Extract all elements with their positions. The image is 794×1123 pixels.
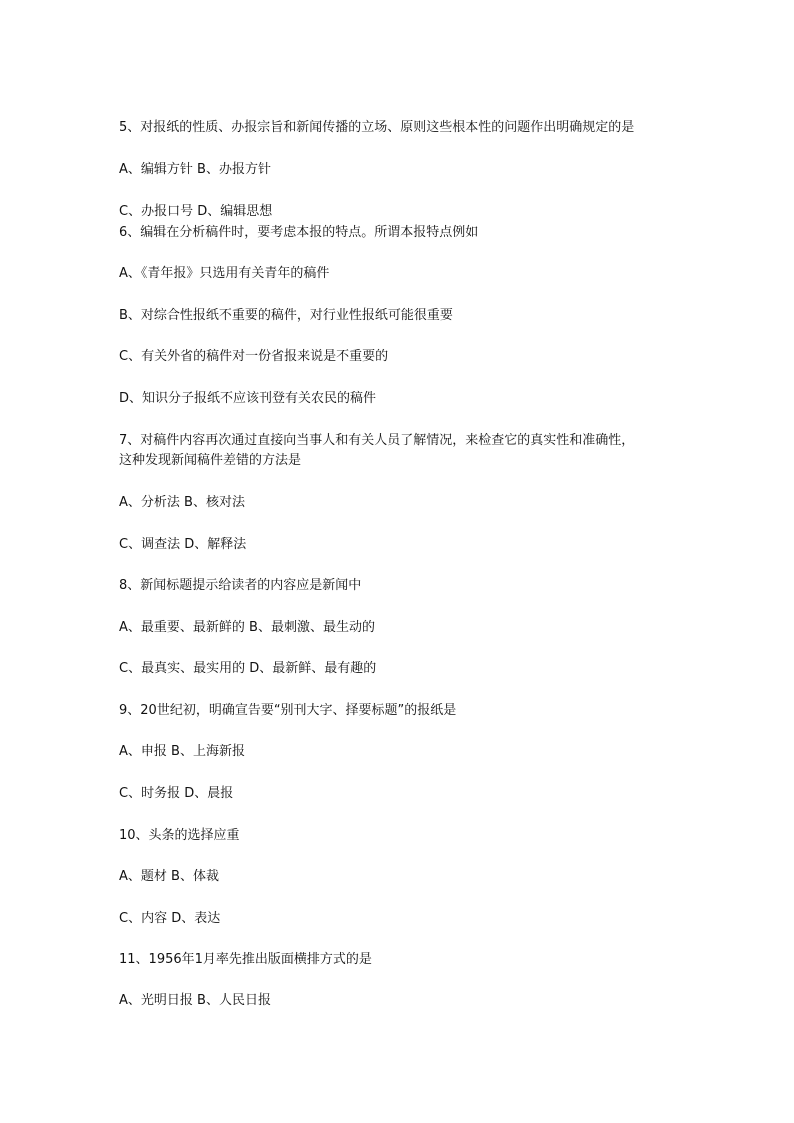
question-10-options-cd: C、内容 D、表达 — [119, 911, 221, 926]
question-9-options-ab: A、申报 B、上海新报 — [119, 744, 245, 759]
question-6-option-b: B、对综合性报纸不重要的稿件，对行业性报纸可能很重要 — [119, 308, 453, 323]
question-6-text: 6、编辑在分析稿件时，要考虑本报的特点。所谓本报特点例如 — [119, 225, 479, 240]
question-8-options-ab: A、最重要、最新鲜的 B、最刺激、最生动的 — [119, 620, 375, 635]
question-6-option-c: C、有关外省的稿件对一份省报来说是不重要的 — [119, 349, 389, 364]
question-5-text: 5、对报纸的性质、办报宗旨和新闻传播的立场、原则这些根本性的问题作出明确规定的是 — [119, 120, 635, 135]
question-9-text: 9、20世纪初，明确宣告要“别刊大字、择要标题”的报纸是 — [119, 703, 457, 718]
question-9-options-cd: C、时务报 D、晨报 — [119, 786, 234, 801]
question-7-options-cd: C、调查法 D、解释法 — [119, 537, 247, 552]
question-10-options-ab: A、题材 B、体裁 — [119, 869, 219, 884]
question-11-options-ab: A、光明日报 B、人民日报 — [119, 993, 271, 1008]
question-10-text: 10、头条的选择应重 — [119, 828, 240, 843]
question-8-text: 8、新闻标题提示给读者的内容应是新闻中 — [119, 578, 362, 593]
question-7-text-line2: 这种发现新闻稿件差错的方法是 — [119, 453, 302, 468]
question-8-options-cd: C、最真实、最实用的 D、最新鲜、最有趣的 — [119, 661, 377, 676]
question-11-text: 11、1956年1月率先推出版面横排方式的是 — [119, 952, 372, 967]
question-7-text-line1: 7、对稿件内容再次通过直接向当事人和有关人员了解情况，来检查它的真实性和准确性， — [119, 433, 635, 448]
question-7-options-ab: A、分析法 B、核对法 — [119, 495, 245, 510]
question-6-option-a: A、《青年报》只选用有关青年的稿件 — [119, 266, 330, 281]
question-6-option-d: D、知识分子报纸不应该刊登有关农民的稿件 — [119, 391, 377, 406]
question-5-options-ab: A、编辑方针 B、办报方针 — [119, 162, 271, 177]
question-5-options-cd: C、办报口号 D、编辑思想 — [119, 204, 273, 219]
